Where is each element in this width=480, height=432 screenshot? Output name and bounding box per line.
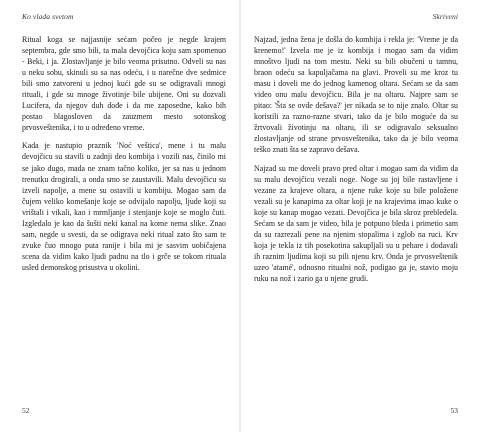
right-page-body <box>254 34 458 284</box>
paragraph: Najzad su me doveli pravo pred oltar i mogao sam da vidim da su malu devojčicu vezali noge. Noge su joj bile rastavljene i vezane za krajeve oltara, a njene ruke koje su bile položene vezali su je kanapima za oltar koji je na krajevima imao kuke o koje su kanap mogao vezati. Devojčica je bila skroz prebledela. Sećam se da sam je video, bila je potpuno bleda i primetio sam da su razrezali pene na njenim stopalima i zglob na ruci. Krv koja je tekla iz tih posekotina sakupljali su u pehare i dodavali ih raznim ljudima koji su pili njenu krv. Onda je prvosveštenik uzeo 'atamé', odnosno ritualni nož, podigao ga je, stavio moju ruku na nož i zario ga u njene grudi. <box>254 163 458 283</box>
running-head-left: Ko vlada svetom <box>22 12 74 21</box>
left-page-body <box>22 34 226 273</box>
page-number-right: 53 <box>450 406 458 415</box>
running-head-right: Skriveni <box>432 12 458 21</box>
right-page <box>240 0 480 432</box>
paragraph: Kada je nastupio praznik 'Noć veštica', mene i tu malu devojčicu su stavili u zadnji deo kombija i vozili nas, činilo mi se jako dugo, mada ne znam tačno koliko, jer sa nas u jednom trenutku drogirali, a onda smo se zaustavili. Malu devojčicu su izveli napolje, a mene su ostavili u kombiju. Mogao sam da čujem veliko komešanje koje se odvijalo napolju, ljude koji su vrištali i vikali, kao i mrmljanje i stenjanje koje se moglo čuti. Izgledalo je kao da šušti neki kanal na kome nema slike. Znao sam, negde u svesti, da se odigrava neki ritual zato što sam te zvuke čuo mnogo puta ranije i bila mi je sasvim uobičajena scena da vidim kako ljudi padnu na tlo i grče se tokom rituala usled demonskog prisustva u okolini. <box>22 141 226 272</box>
paragraph: Najzad, jedna žena je došla do kombija i rekla je: 'Vreme je da krenemo!' Izvela me je iz kombija i mogao sam da vidim mnoštvo ljudi na tom mestu. Neki su bili obučeni u tamnu, braon odeću sa kapuljačama na glavi. Proveli su me kroz tu masu i doveli me do jednog kamenog oltara. Sećam se da sam video onu malu devojčicu. Bila je na oltaru. Najpre sam se pitao: 'Šta se ovde dešava?' jer nikada se to nije znalo. Oltar su koristili za razno-razne stvari, tako da je bilo moguće da su žrtvovali životinju na oltaru, ili se odigravalo seksualno zlostavljanje od strane prvosveštenika, tako da je bilo veoma teško znati šta se zapravo dešava. <box>254 35 458 155</box>
paragraph: Ritual koga se najjasnije sećam počeo je negde krajem septembra, gde smo bili, ta mala devojčica koju sam spomenuo - Beki, i ja. Zlostavljanje je bilo veoma prisutno. Odveli su nas u neku sobu, skinuli su sa nas odeću, i u narečne dve sedmice bili smo zatvoreni u jednoj kući gde su se odigravali mnogi rituali, i gde su mnoge životinje bile ubijene. Oni su dozvali Lucifera, da njegov duh dođe i da me zaposedne, kako bih postao blagosloven da zauzmem mesto sotonskog prvosveštenika, i to u određeno vreme. <box>22 35 226 133</box>
page-number-left: 52 <box>22 406 30 415</box>
